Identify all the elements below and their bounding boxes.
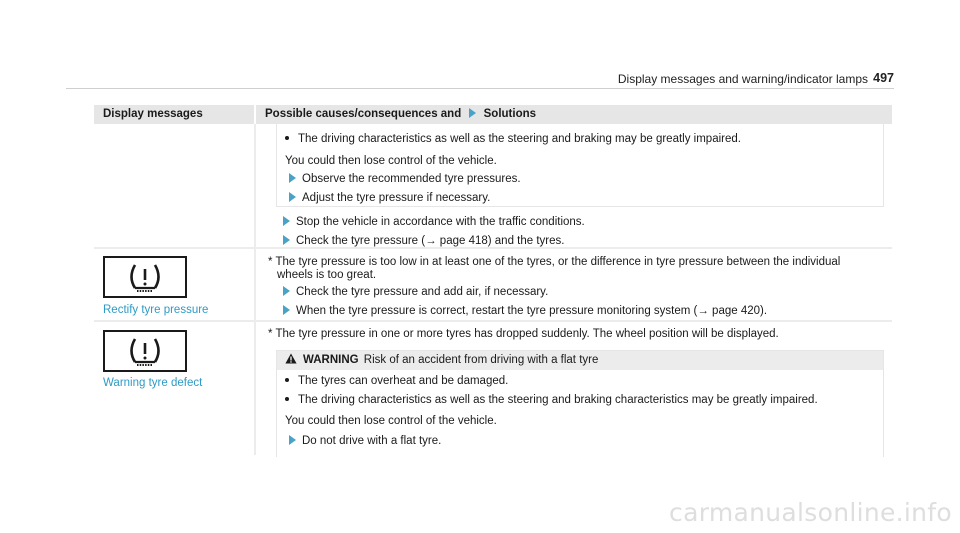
tyre-pressure-warning-icon [103,330,187,372]
cause-text: * The tyre pressure in one or more tyres has dropped suddenly. The wheel position will be displayed. [268,328,779,340]
display-message: Warning tyre defect [103,377,203,389]
bullet-icon [285,378,289,382]
triangle-right-icon [289,173,296,183]
bullet-icon [285,136,289,140]
instruction-step: Check the tyre pressure (→ page 418) and the tyres. [283,234,564,248]
instruction-step: Stop the vehicle in accordance with the traffic conditions. [283,215,585,229]
warning-label: WARNING [303,354,359,366]
bullet-icon [285,397,289,401]
tyre-pressure-warning-icon [103,256,187,298]
cause-text-cont: wheels is too great. [277,269,377,281]
instruction-step: Do not drive with a flat tyre. [289,434,441,448]
triangle-right-icon [283,216,290,226]
watermark: carmanualsonline.info [669,498,952,527]
page-number: 497 [873,71,894,85]
display-message: Rectify tyre pressure [103,304,209,316]
tyre-pressure-lamp-graphic [105,332,185,370]
triangle-right-icon [289,435,296,445]
warning-text: Risk of an accident from driving with a flat tyre [363,354,599,366]
instruction-step: Check the tyre pressure and add air, if necessary. [283,285,548,299]
row-divider [94,320,892,322]
warning-triangle-icon [285,353,297,364]
instruction-step: When the tyre pressure is correct, restart the tyre pressure monitoring system (→ page 420). [283,304,767,318]
instruction-step: Observe the recommended tyre pressures. [289,172,521,186]
cause-text: * The tyre pressure is too low in at least one of the tyres, or the difference in tyre pressure between the individual [268,256,841,268]
column-divider [254,124,256,455]
tyre-pressure-lamp-graphic [105,258,185,296]
list-item: The driving characteristics as well as the steering and braking may be greatly impaired. [285,132,741,146]
col1-header: Display messages [94,105,254,124]
col2-header [256,105,892,124]
note-text: You could then lose control of the vehicle. [285,155,497,167]
list-item: The tyres can overheat and be damaged. [285,374,508,388]
section-title: Display messages and warning/indicator lamps [617,72,868,86]
col2-header-suffix: Solutions [483,108,537,120]
triangle-right-icon [283,286,290,296]
col2-header-prefix: Possible causes/consequences and [265,108,462,120]
triangle-right-icon [283,305,290,315]
triangle-right-icon [283,235,290,245]
note-text: You could then lose control of the vehicle. [285,415,497,427]
list-item: The driving characteristics as well as the steering and braking characteristics may be greatly impaired. [285,393,818,407]
display-messages-table [94,105,892,455]
triangle-right-icon [469,108,476,118]
warning-line [285,353,598,367]
triangle-right-icon [289,192,296,202]
page-header [0,0,960,92]
header-divider [66,88,894,89]
instruction-step: Adjust the tyre pressure if necessary. [289,191,490,205]
